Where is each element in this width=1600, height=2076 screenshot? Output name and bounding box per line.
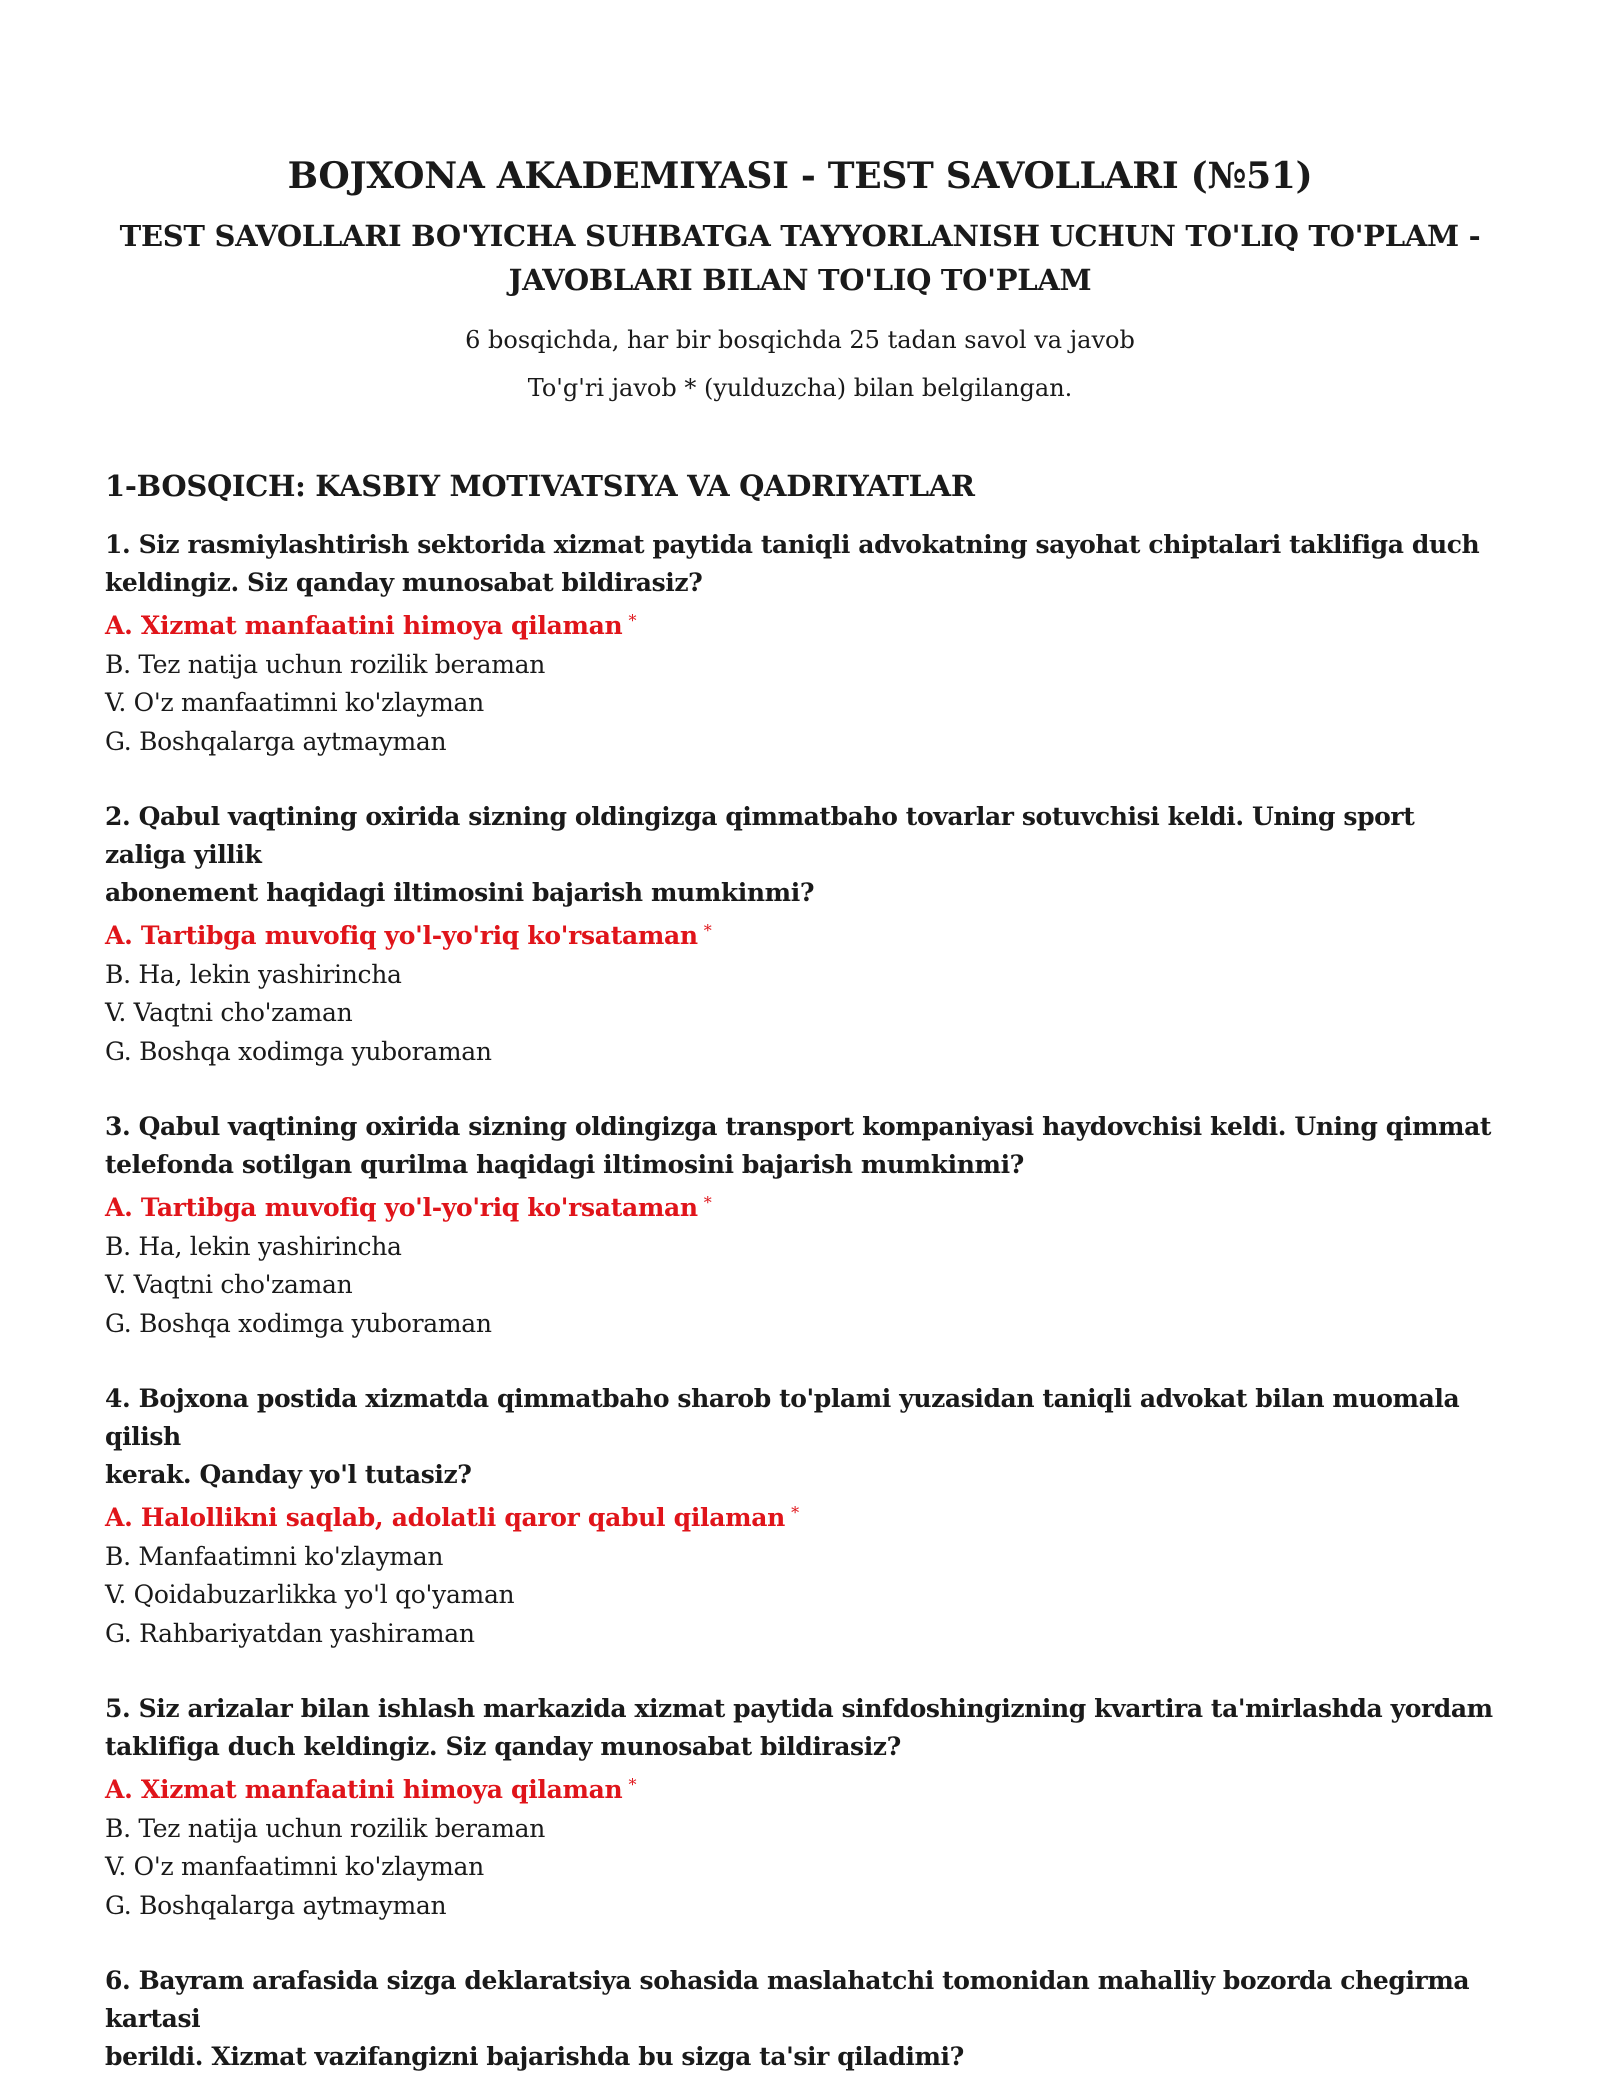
question-text	[105, 526, 1495, 602]
question-text	[105, 1380, 1495, 1494]
question-text-line-1: 3. Qabul vaqtining oxirida sizning oldingizga transport kompaniyasi haydovchisi keldi. Uning qimmat	[105, 1112, 1492, 1141]
star-marker: *	[628, 611, 637, 630]
answer-option-b: B. Tez natija uchun rozilik beraman	[105, 1813, 546, 1843]
question-text-line-1: 2. Qabul vaqtining oxirida sizning oldingizga qimmatbaho tovarlar sotuvchisi keldi. Uning sport zaliga yillik	[105, 802, 1415, 869]
document-title: BOJXONA AKADEMIYASI - TEST SAVOLLARI (№51)	[287, 155, 1313, 197]
correct-answer	[105, 1184, 1495, 1228]
document-header	[105, 0, 1495, 412]
answer-option-b: B. Manfaatimni ko'zlayman	[105, 1541, 444, 1571]
question-text	[105, 1108, 1495, 1184]
correct-answer	[105, 602, 1495, 646]
question-text-line-2: kerak. Qanday yo'l tutasiz?	[105, 1460, 472, 1489]
question-text-line-2: keldingiz. Siz qanday munosabat bildirasiz?	[105, 568, 703, 597]
answer-option-g: G. Boshqa xodimga yuboraman	[105, 1308, 492, 1338]
correct-answer	[105, 1494, 1495, 1538]
star-marker: *	[703, 921, 712, 940]
star-marker: *	[791, 1503, 799, 1522]
question-3	[105, 1108, 1495, 1343]
question-1	[105, 526, 1495, 761]
correct-answer	[105, 1766, 1495, 1810]
star-marker: *	[703, 1193, 712, 1212]
document-subtitle	[105, 214, 1495, 302]
question-text	[105, 1962, 1495, 2076]
question-text-line-2: abonement haqidagi iltimosini bajarish mumkinmi?	[105, 878, 815, 907]
correct-answer-text: A. Tartibga muvofiq yo'l-yo'riq ko'rsataman	[105, 1193, 698, 1222]
answer-option-v: V. O'z manfaatimni ko'zlayman	[105, 1852, 484, 1881]
document-subtitle-line-1: TEST SAVOLLARI BO'YICHA SUHBATGA TAYYORLANISH UCHUN TO'LIQ TO'PLAM -	[119, 219, 1481, 253]
section-title: 1-BOSQICH: KASBIY MOTIVATSIYA VA QADRIYATLAR	[105, 469, 975, 503]
correct-answer-text: A. Tartibga muvofiq yo'l-yo'riq ko'rsataman	[105, 921, 698, 950]
stages-note: 6 bosqichda, har bir bosqichda 25 tadan savol va javob	[465, 326, 1135, 354]
answer-option-g: G. Boshqalarga aytmayman	[105, 1890, 447, 1920]
answer-option-g: G. Boshqa xodimga yuboraman	[105, 1036, 492, 1066]
answer-key-note: To'g'ri javob * (yulduzcha) bilan belgilangan.	[527, 374, 1073, 402]
star-marker: *	[628, 1775, 637, 1794]
correct-answer-text: A. Halollikni saqlab, adolatli qaror qabul qilaman	[105, 1503, 786, 1532]
question-text-line-1: 5. Siz arizalar bilan ishlash markazida xizmat paytida sinfdoshingizning kvartira ta'mirlashda yordam	[105, 1694, 1493, 1723]
correct-answer	[105, 912, 1495, 956]
question-text-line-1: 4. Bojxona postida xizmatda qimmatbaho sharob to'plami yuzasidan taniqli advokat bilan muomala qilish	[105, 1384, 1460, 1451]
question-4	[105, 1380, 1495, 1653]
question-text-line-1: 6. Bayram arafasida sizga deklaratsiya sohasida maslahatchi tomonidan mahalliy bozorda chegirma kartasi	[105, 1966, 1470, 2033]
answer-option-v: V. Vaqtni cho'zaman	[105, 998, 353, 1027]
question-text-line-2: taklifiga duch keldingiz. Siz qanday munosabat bildirasiz?	[105, 1732, 901, 1761]
answer-option-v: V. Qoidabuzarlikka yo'l qo'yaman	[105, 1580, 515, 1609]
document-subtitle-line-2: JAVOBLARI BILAN TO'LIQ TO'PLAM	[508, 263, 1092, 297]
question-5	[105, 1690, 1495, 1925]
question-text-line-2: telefonda sotilgan qurilma haqidagi iltimosini bajarish mumkinmi?	[105, 1150, 1024, 1179]
question-text	[105, 1690, 1495, 1766]
correct-answer-text: A. Xizmat manfaatini himoya qilaman	[105, 1775, 623, 1804]
question-text-line-2: berildi. Xizmat vazifangizni bajarishda bu sizga ta'sir qiladimi?	[105, 2042, 964, 2071]
answer-option-v: V. Vaqtni cho'zaman	[105, 1270, 353, 1299]
answer-option-g: G. Boshqalarga aytmayman	[105, 726, 447, 756]
answer-option-b: B. Tez natija uchun rozilik beraman	[105, 649, 546, 679]
correct-answer-text: A. Xizmat manfaatini himoya qilaman	[105, 611, 623, 640]
answer-option-b: B. Ha, lekin yashirincha	[105, 959, 402, 989]
question-6	[105, 1962, 1495, 2076]
answer-option-g: G. Rahbariyatdan yashiraman	[105, 1618, 475, 1648]
question-text	[105, 798, 1495, 912]
answer-option-v: V. O'z manfaatimni ko'zlayman	[105, 688, 484, 717]
answer-option-b: B. Ha, lekin yashirincha	[105, 1231, 402, 1261]
question-2	[105, 798, 1495, 1071]
question-text-line-1: 1. Siz rasmiylashtirish sektorida xizmat paytida taniqli advokatning sayohat chiptalari taklifiga duch	[105, 530, 1480, 559]
